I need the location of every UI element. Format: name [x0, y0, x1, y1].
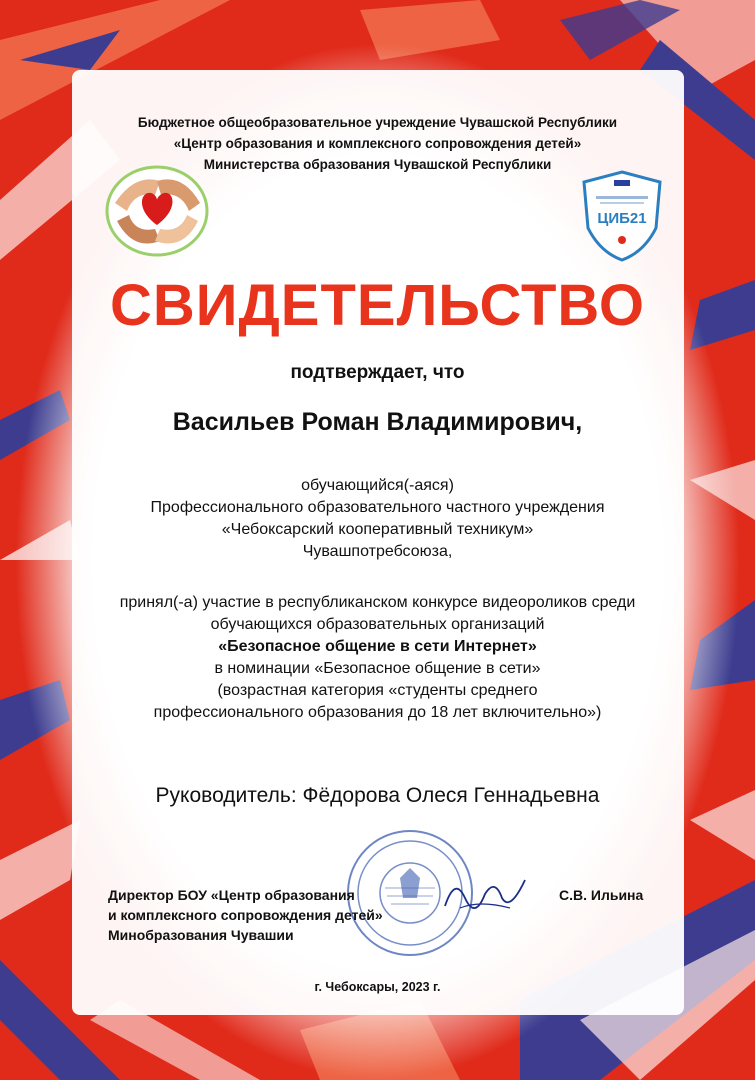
- study-line-4: Чувашпотребсоюза,: [302, 543, 453, 560]
- director-line-3: Минобразования Чувашии: [108, 927, 294, 943]
- header-line-3: Министерства образования Чувашской Республики: [203, 157, 552, 172]
- study-line-2: Профессионального образовательного частного учреждения: [150, 499, 605, 516]
- signature-icon: [440, 868, 530, 918]
- participation-line-2: обучающихся образовательных организаций: [210, 616, 545, 633]
- header-line-2: «Центр образования и комплексного сопровождения детей»: [173, 136, 582, 151]
- participation-line-1: принял(-а) участие в республиканском конкурсе видеороликов среди: [119, 594, 636, 611]
- cib21-logo-text: ЦИБ21: [597, 210, 647, 227]
- study-line-3: «Чебоксарский кооперативный техникум»: [221, 521, 534, 538]
- header-line-1: Бюджетное общеобразовательное учреждение Чувашской Республики: [137, 115, 618, 130]
- recipient-name: Васильев Роман Владимирович,: [172, 408, 583, 436]
- city-year: г. Чебоксары, 2023 г.: [314, 980, 441, 994]
- director-signature: [440, 868, 530, 918]
- certificate-title: СВИДЕТЕЛЬСТВО: [110, 273, 645, 338]
- heart-hands-logo: [105, 163, 210, 258]
- leader-line: Руководитель: Фёдорова Олеся Геннадьевна: [155, 784, 600, 807]
- director-line-1: Директор БОУ «Центр образования: [108, 887, 355, 903]
- category-line-1: (возрастная категория «студенты среднего: [217, 682, 538, 699]
- signatory-name: С.В. Ильина: [559, 887, 644, 903]
- confirms-text: подтверждает, что: [290, 362, 465, 383]
- study-line-1: обучающийся(-аяся): [301, 477, 454, 494]
- contest-name: «Безопасное общение в сети Интернет»: [218, 638, 537, 655]
- cib21-logo: [582, 170, 662, 262]
- nomination-line: в номинации «Безопасное общение в сети»: [214, 660, 541, 677]
- category-line-2: профессионального образования до 18 лет включительно»): [153, 704, 602, 721]
- heart-hands-icon: [105, 163, 210, 258]
- director-line-2: и комплексного сопровождения детей»: [108, 907, 383, 923]
